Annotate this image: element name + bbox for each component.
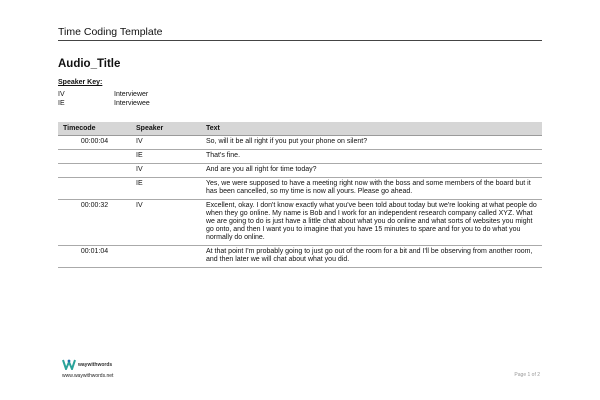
speaker-role: Interviewer [114, 91, 149, 98]
table-row [58, 246, 542, 268]
cell-timecode: 00:00:32 [80, 202, 109, 209]
cell-text: That's fine. [206, 152, 241, 159]
logo-icon [62, 359, 76, 370]
cell-text: Yes, we were supposed to have a meeting right now with the boss and some members of the board but it has been cancelled, so my time is now all yours. Please go ahead. [206, 180, 531, 195]
table-row [58, 136, 542, 150]
cell-speaker [131, 246, 201, 268]
table-row [58, 164, 542, 178]
cell-timecode [58, 164, 131, 178]
table-header-row [58, 122, 542, 136]
cell-speaker: IE [136, 152, 143, 159]
speaker-key-entry [58, 100, 150, 107]
cell-text: So, will it be all right if you put your phone on silent? [206, 138, 368, 145]
audio-title: Audio_Title [58, 58, 121, 70]
table-row [58, 150, 542, 164]
table-row [58, 178, 542, 200]
cell-timecode: 00:00:04 [80, 138, 109, 145]
cell-timecode [58, 178, 131, 200]
cell-speaker: IE [136, 180, 143, 187]
speaker-code: IE [58, 100, 65, 107]
title-divider [58, 40, 542, 41]
column-header-text: Text [201, 122, 542, 136]
column-header-timecode: Timecode [58, 122, 131, 136]
cell-timecode [58, 150, 131, 164]
table-row [58, 200, 542, 246]
page-number: Page 1 of 2 [514, 372, 540, 378]
cell-text: At that point I'm probably going to just go out of the room for a bit and I'll be observing from another room, and then later we will chat about what you did. [206, 248, 533, 263]
cell-speaker: IV [136, 138, 143, 145]
speaker-role: Interviewee [114, 100, 150, 107]
column-header-speaker: Speaker [131, 122, 201, 136]
document-title: Time Coding Template [58, 26, 163, 38]
transcript-table [58, 122, 542, 268]
cell-timecode: 00:01:04 [80, 248, 109, 255]
logo-text: waywithwords [78, 361, 113, 368]
speaker-key-entry [58, 91, 148, 98]
speaker-key-label: Speaker Key: [58, 79, 103, 86]
footer-url[interactable]: www.waywithwords.net [62, 373, 114, 379]
company-logo [62, 359, 112, 370]
cell-speaker: IV [136, 202, 143, 209]
cell-text: And are you all right for time today? [206, 166, 317, 173]
cell-speaker: IV [136, 166, 143, 173]
cell-text: Excellent, okay. I don't know exactly what you've been told about today but we're looking at what people do when they go online. My name is Bob and I work for an independent research company called XYZ. What we are going to do is just have a little chat about what you do online and what sorts of websites you might go onto, and then I want you to imagine that you have 15 minutes to spare and for you to do what you normally do online. [206, 202, 537, 241]
speaker-code: IV [58, 91, 65, 98]
